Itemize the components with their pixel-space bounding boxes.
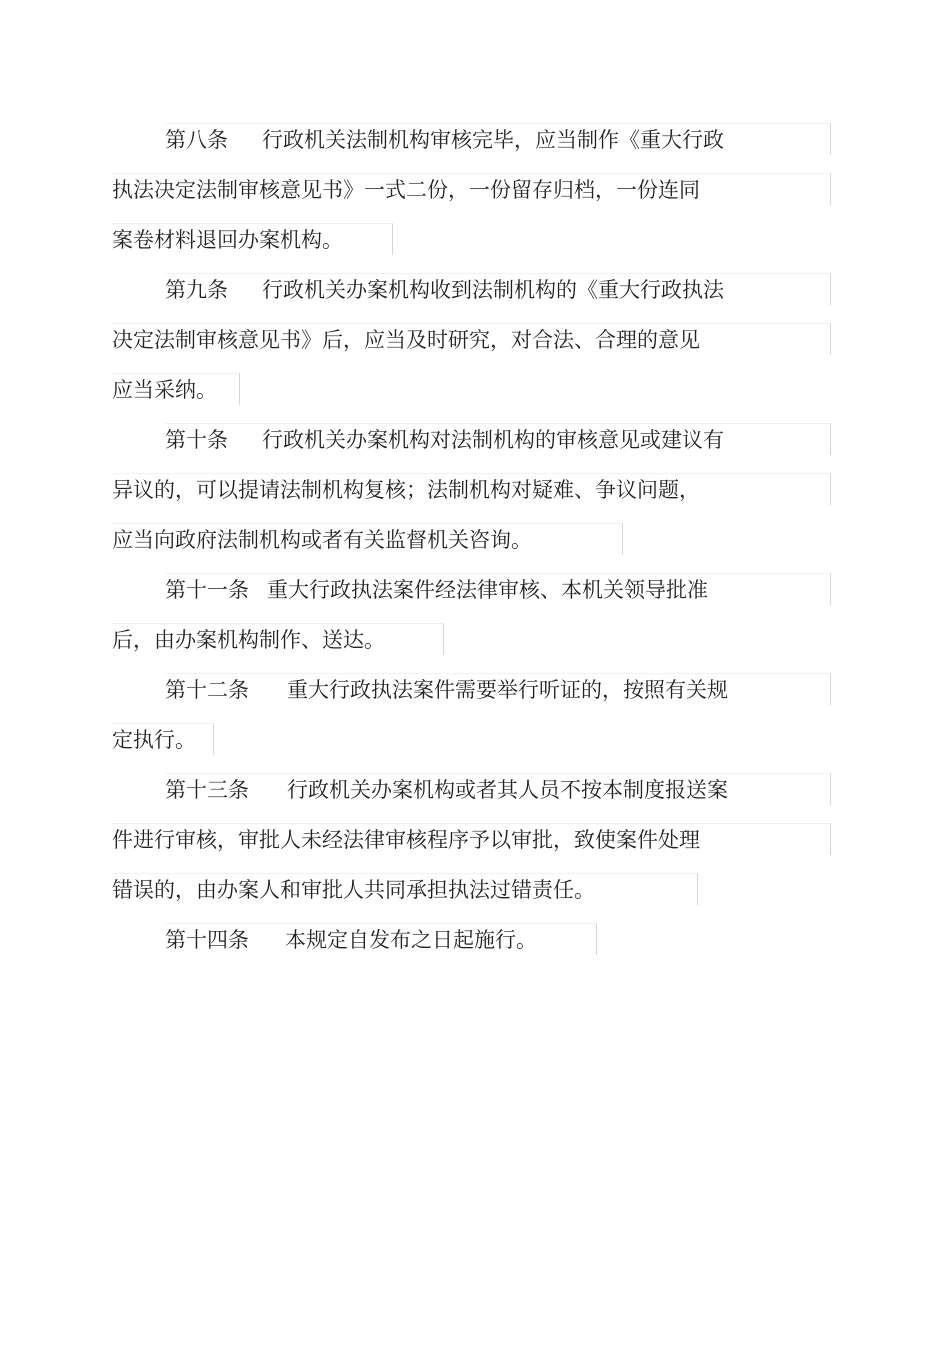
article-8-line-3: [112, 223, 393, 255]
article-9-line-3: [112, 373, 240, 405]
article-8-label: 第八条: [165, 128, 228, 152]
article-14-text-1: 本规定自发布之日起施行。: [285, 928, 537, 952]
article-10-line-1: [165, 423, 831, 455]
article-13-text-2: 件进行审核，审批人未经法律审核程序予以审批，致使案件处理: [112, 828, 700, 852]
article-9-label: 第九条: [165, 278, 228, 302]
article-13-line-3: [112, 873, 698, 905]
article-12-text-1: 重大行政执法案件需要举行听证的，按照有关规: [287, 678, 728, 702]
article-13-text-3: 错误的，由办案人和审批人共同承担执法过错责任。: [112, 878, 595, 902]
article-9-line-1: [165, 273, 831, 305]
article-11-text-2: 后，由办案机构制作、送达。: [112, 628, 385, 652]
article-11-text-1: 重大行政执法案件经法律审核、本机关领导批准: [267, 578, 708, 602]
article-10-text-3: 应当向政府法制机构或者有关监督机关咨询。: [112, 528, 532, 552]
article-12-text-2: 定执行。: [112, 728, 196, 752]
article-9-line-2: [112, 323, 831, 355]
article-10-line-3: [112, 523, 623, 555]
article-11-line-1: [165, 573, 831, 605]
article-9-text-1: 行政机关办案机构收到法制机构的《重大行政执法: [262, 278, 724, 302]
article-8-line-2: [112, 173, 831, 205]
article-10-text-1: 行政机关办案机构对法制机构的审核意见或建议有: [262, 428, 724, 452]
article-10-label: 第十条: [165, 428, 228, 452]
article-9-text-2: 决定法制审核意见书》后，应当及时研究，对合法、合理的意见: [112, 328, 700, 352]
article-14-label: 第十四条: [165, 928, 249, 952]
article-8-text-3: 案卷材料退回办案机构。: [112, 228, 343, 252]
article-13-text-1: 行政机关办案机构或者其人员不按本制度报送案: [287, 778, 728, 802]
article-13-line-2: [112, 823, 831, 855]
article-11-line-2: [112, 623, 444, 655]
article-9-text-3: 应当采纳。: [112, 378, 217, 402]
article-10-text-2: 异议的，可以提请法制机构复核；法制机构对疑难、争议问题，: [112, 478, 700, 502]
article-12-label: 第十二条: [165, 678, 249, 702]
article-11-label: 第十一条: [165, 578, 249, 602]
article-8-text-1: 行政机关法制机构审核完毕，应当制作《重大行政: [262, 128, 724, 152]
article-13-label: 第十三条: [165, 778, 249, 802]
article-12-line-1: [165, 673, 831, 705]
article-10-line-2: [112, 473, 831, 505]
article-12-line-2: [112, 723, 214, 755]
article-14-line-1: [165, 923, 597, 955]
article-13-line-1: [165, 773, 831, 805]
article-8-line-1: [165, 123, 831, 155]
article-8-text-2: 执法决定法制审核意见书》一式二份，一份留存归档，一份连同: [112, 178, 700, 202]
